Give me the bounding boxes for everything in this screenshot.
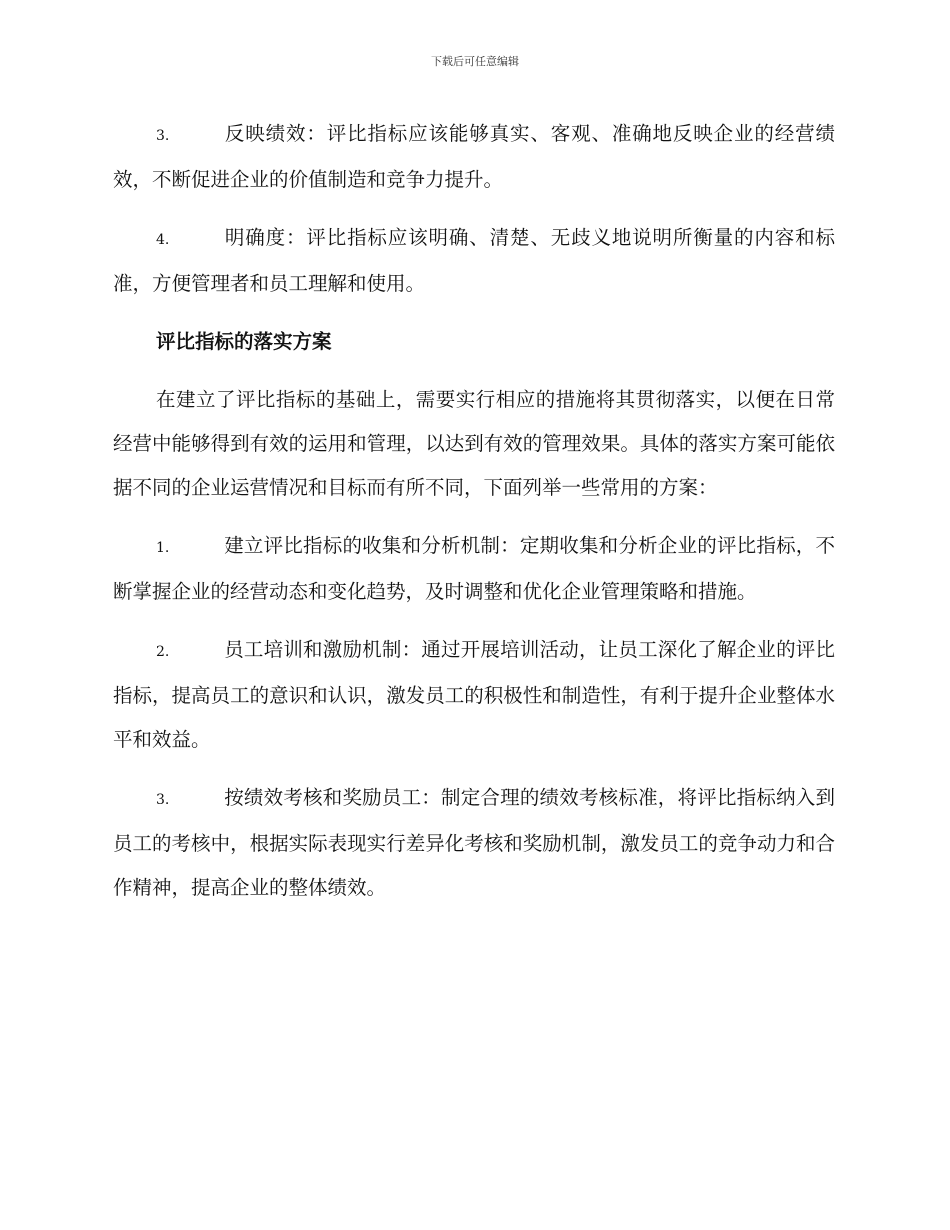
list-item-text: 明确度：评比指标应该明确、清楚、无歧义地说明所衡量的内容和标准，方便管理者和员工理解和使用。 xyxy=(113,226,835,295)
list-item-number: 1. xyxy=(156,540,170,556)
intro-paragraph: 在建立了评比指标的基础上，需要实行相应的措施将其贯彻落实，以便在日常经营中能够得到有效的运用和管理，以达到有效的管理效果。具体的落实方案可能依据不同的企业运营情况和目标而有所不同，下面列举一些常用的方案： xyxy=(113,388,835,499)
list-item-number: 2. xyxy=(156,644,170,660)
list-item xyxy=(113,112,835,202)
list-item xyxy=(113,216,835,306)
page-header: 下载后可任意编辑 xyxy=(431,55,519,68)
list-item xyxy=(113,524,835,614)
document-body xyxy=(113,112,835,924)
list-item-number: 4. xyxy=(156,232,170,248)
section-heading: 评比指标的落实方案 xyxy=(156,330,332,353)
list-item xyxy=(113,776,835,910)
list-item-text: 建立评比指标的收集和分析机制：定期收集和分析企业的评比指标，不断掌握企业的经营动态和变化趋势，及时调整和优化企业管理策略和措施。 xyxy=(113,534,835,603)
list-item-text: 反映绩效：评比指标应该能够真实、客观、准确地反映企业的经营绩效，不断促进企业的价值制造和竞争力提升。 xyxy=(113,122,835,191)
list-item-text: 按绩效考核和奖励员工：制定合理的绩效考核标准，将评比指标纳入到员工的考核中，根据实际表现实行差异化考核和奖励机制，激发员工的竞争动力和合作精神，提高企业的整体绩效。 xyxy=(113,786,835,899)
list-item xyxy=(113,628,835,762)
list-item-number: 3. xyxy=(156,128,170,144)
list-item-number: 3. xyxy=(156,792,170,808)
list-item-text: 员工培训和激励机制：通过开展培训活动，让员工深化了解企业的评比指标，提高员工的意识和认识，激发员工的积极性和制造性，有利于提升企业整体水平和效益。 xyxy=(113,638,835,751)
